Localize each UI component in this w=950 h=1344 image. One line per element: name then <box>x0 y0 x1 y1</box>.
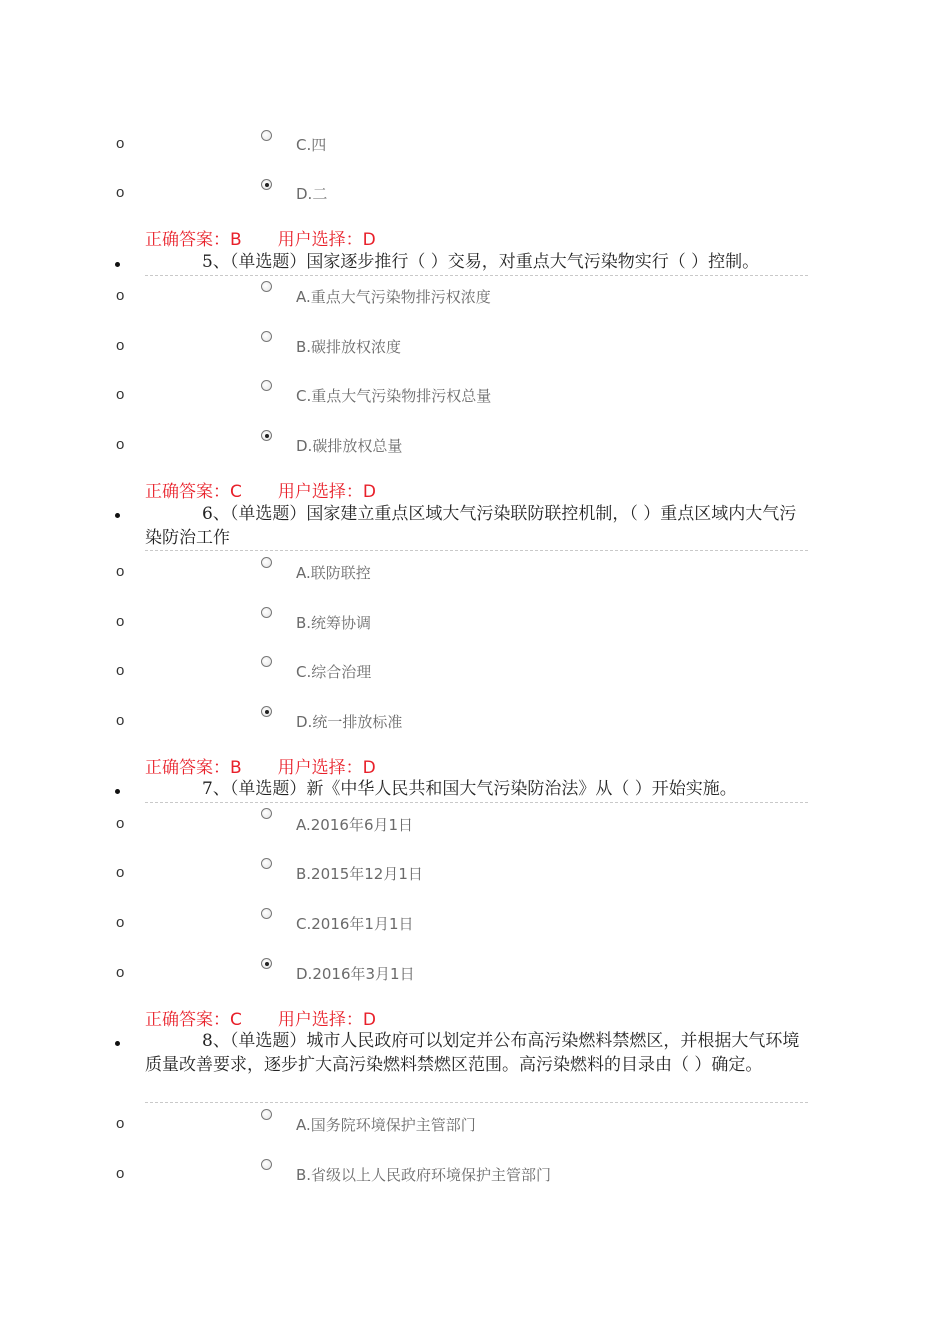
answer-line-q6 <box>145 753 376 778</box>
answer-line-q5 <box>145 477 376 502</box>
radio-q4-d-selected[interactable] <box>261 179 272 190</box>
option-bullet: o <box>116 613 125 630</box>
question-7-text: 7、（单选题）新《中华人民共和国大气污染防治法》从（ ）开始实施。 <box>202 779 737 799</box>
user-choice: 用户选择：D <box>277 1010 376 1030</box>
option-label-q7-c: C.2016年1月1日 <box>296 915 414 933</box>
option-label-q4-c: C.四 <box>296 136 327 154</box>
question-bullet <box>115 513 120 518</box>
divider <box>145 802 808 803</box>
correct-answer: 正确答案：B <box>145 230 242 250</box>
correct-answer: 正确答案：B <box>145 758 242 778</box>
option-label-q7-b: B.2015年12月1日 <box>296 865 423 883</box>
divider <box>145 275 808 276</box>
radio-q6-a[interactable] <box>261 557 272 568</box>
radio-q5-c[interactable] <box>261 380 272 391</box>
radio-q8-a[interactable] <box>261 1109 272 1120</box>
option-bullet: o <box>116 135 125 152</box>
option-bullet: o <box>116 563 125 580</box>
option-bullet: o <box>116 287 125 304</box>
option-bullet: o <box>116 386 125 403</box>
user-choice: 用户选择：D <box>277 758 376 778</box>
option-bullet: o <box>116 436 125 453</box>
option-bullet: o <box>116 914 125 931</box>
user-choice: 用户选择：D <box>277 230 376 250</box>
radio-q7-c[interactable] <box>261 908 272 919</box>
option-bullet: o <box>116 337 125 354</box>
option-label-q6-a: A.联防联控 <box>296 564 371 582</box>
answer-line-q7 <box>145 1005 376 1030</box>
option-label-q6-b: B.统筹协调 <box>296 614 372 632</box>
option-bullet: o <box>116 864 125 881</box>
option-label-q8-a: A.国务院环境保护主管部门 <box>296 1116 476 1134</box>
radio-q6-b[interactable] <box>261 607 272 618</box>
question-bullet <box>115 1041 120 1046</box>
option-label-q7-a: A.2016年6月1日 <box>296 816 414 834</box>
divider <box>145 550 808 551</box>
option-bullet: o <box>116 662 125 679</box>
radio-q4-c[interactable] <box>261 130 272 141</box>
option-bullet: o <box>116 964 125 981</box>
option-label-q8-b: B.省级以上人民政府环境保护主管部门 <box>296 1166 552 1184</box>
option-bullet: o <box>116 712 125 729</box>
radio-q7-a[interactable] <box>261 808 272 819</box>
option-label-q5-c: C.重点大气污染物排污权总量 <box>296 387 492 405</box>
radio-q7-d-selected[interactable] <box>261 958 272 969</box>
option-label-q6-c: C.综合治理 <box>296 663 372 681</box>
answer-line-q4 <box>145 225 376 250</box>
correct-answer: 正确答案：C <box>145 482 242 502</box>
radio-q6-d-selected[interactable] <box>261 706 272 717</box>
radio-q8-b[interactable] <box>261 1159 272 1170</box>
question-6-text: 6、（单选题）国家建立重点区域大气污染联防联控机制，（ ）重点区域内大气污染防治工作 <box>145 504 797 548</box>
radio-q6-c[interactable] <box>261 656 272 667</box>
option-bullet: o <box>116 1115 125 1132</box>
option-label-q4-d: D.二 <box>296 185 328 203</box>
option-label-q5-d: D.碳排放权总量 <box>296 437 403 455</box>
radio-q5-a[interactable] <box>261 281 272 292</box>
question-8-text: 8、（单选题）城市人民政府可以划定并公布高污染燃料禁燃区，并根据大气环境质量改善要求，逐步扩大高污染燃料禁燃区范围。高污染燃料的目录由（ ）确定。 <box>145 1031 800 1075</box>
option-label-q5-b: B.碳排放权浓度 <box>296 338 402 356</box>
divider <box>145 1102 808 1103</box>
radio-q5-b[interactable] <box>261 331 272 342</box>
radio-q5-d-selected[interactable] <box>261 430 272 441</box>
option-label-q5-a: A.重点大气污染物排污权浓度 <box>296 288 491 306</box>
question-bullet <box>115 262 120 267</box>
option-bullet: o <box>116 1165 125 1182</box>
question-5-text: 5、（单选题）国家逐步推行（ ）交易，对重点大气污染物实行（ ）控制。 <box>202 252 760 272</box>
correct-answer: 正确答案：C <box>145 1010 242 1030</box>
radio-q7-b[interactable] <box>261 858 272 869</box>
user-choice: 用户选择：D <box>277 482 376 502</box>
option-label-q7-d: D.2016年3月1日 <box>296 965 415 983</box>
option-bullet: o <box>116 815 125 832</box>
option-label-q6-d: D.统一排放标准 <box>296 713 403 731</box>
option-bullet: o <box>116 184 125 201</box>
question-bullet <box>115 789 120 794</box>
